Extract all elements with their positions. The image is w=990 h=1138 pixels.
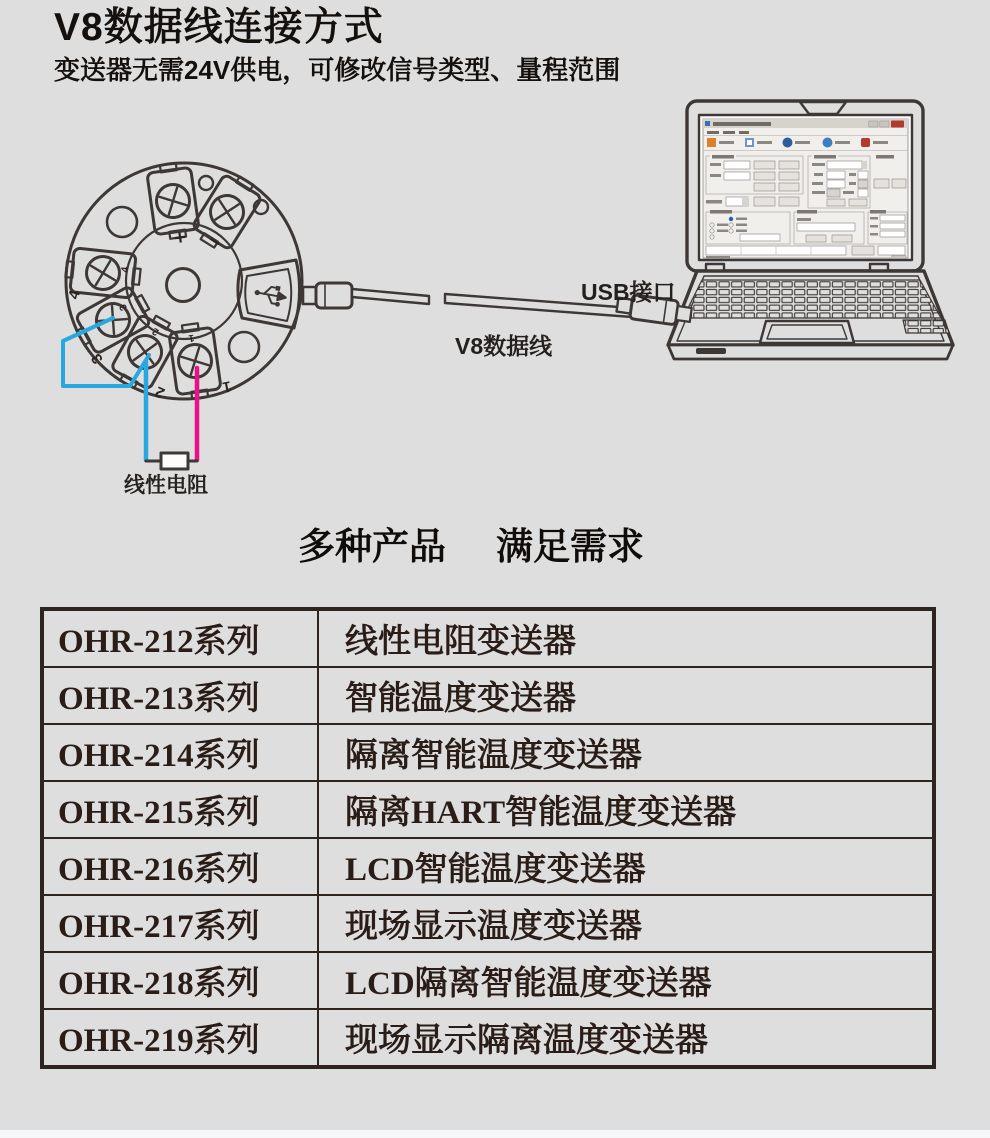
series-cell: OHR-219系列 <box>44 1010 319 1065</box>
polarity-minus: − <box>203 229 226 255</box>
terminal-number-3: 3 <box>87 350 107 367</box>
laptop-trackpad <box>760 321 854 343</box>
usb-icon <box>253 282 288 308</box>
polarity-plus: + <box>172 226 188 250</box>
inner-number-1: 1 <box>187 331 195 344</box>
usb-socket <box>238 260 300 328</box>
product-cell: 隔离智能温度变送器 <box>345 738 642 774</box>
table-row <box>44 1010 932 1065</box>
series-cell: OHR-216系列 <box>44 839 319 894</box>
transmitter-module <box>64 161 302 401</box>
series-cell: OHR-215系列 <box>44 782 319 837</box>
terminal-number-4: 4 <box>65 288 84 302</box>
table-row <box>44 953 932 1010</box>
inner-number-3: 3 <box>117 302 130 313</box>
laptop-keyboard <box>683 280 941 318</box>
terminal-number-2: 2 <box>152 382 168 402</box>
screw-hole <box>199 176 213 190</box>
table-row <box>44 839 932 896</box>
product-cell: LCD智能温度变送器 <box>345 852 646 888</box>
resistor-label: 线性电阻 <box>124 474 208 497</box>
table-row <box>44 725 932 782</box>
series-cell: OHR-213系列 <box>44 668 319 723</box>
heading-right: 满足需求 <box>496 526 644 567</box>
page-subtitle: 变送器无需24V供电，可修改信号类型、量程范围 <box>54 55 621 85</box>
laptop-keypad <box>903 320 949 333</box>
product-cell: 现场显示温度变送器 <box>345 909 642 945</box>
config-software-window <box>703 119 908 259</box>
series-cell: OHR-214系列 <box>44 725 319 780</box>
series-cell: OHR-217系列 <box>44 896 319 951</box>
series-cell: OHR-218系列 <box>44 953 319 1008</box>
window-close-button[interactable] <box>891 121 904 128</box>
product-cell: 现场显示隔离温度变送器 <box>345 1023 708 1059</box>
product-cell: 线性电阻变送器 <box>345 624 576 660</box>
mounting-hole <box>229 332 259 362</box>
table-row <box>44 782 932 839</box>
table-row <box>44 611 932 668</box>
table-row <box>44 896 932 953</box>
product-cell: 隔离HART智能温度变送器 <box>345 795 737 831</box>
series-cell: OHR-212系列 <box>44 611 319 666</box>
linear-resistor <box>146 453 197 469</box>
product-cell: 智能温度变送器 <box>345 681 576 717</box>
usb-port-label: USB接口 <box>581 279 676 305</box>
laptop <box>668 101 953 359</box>
page-title: V8数据线连接方式 <box>54 6 384 49</box>
product-cell: LCD隔离智能温度变送器 <box>345 966 712 1002</box>
products-table <box>40 607 936 1069</box>
laptop-latch <box>800 102 846 114</box>
section-heading <box>298 516 644 570</box>
cable-label: V8数据线 <box>455 333 553 359</box>
terminal-number-1: 1 <box>221 377 233 396</box>
inner-number-4: 4 <box>119 266 132 274</box>
heading-left: 多种产品 <box>298 526 446 567</box>
connection-diagram <box>0 0 990 510</box>
table-row <box>44 668 932 725</box>
bottom-strip <box>0 1130 990 1138</box>
inner-number-2: 2 <box>150 325 161 338</box>
mounting-hole <box>107 207 137 237</box>
